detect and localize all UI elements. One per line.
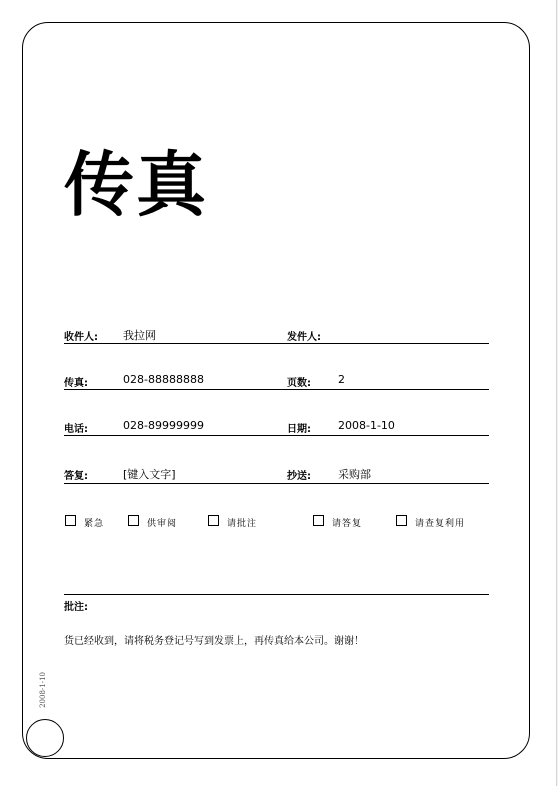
recipient-value[interactable]: 我拉网 — [123, 329, 156, 342]
reply-label: 答复: — [64, 471, 88, 482]
notes-text[interactable]: 货已经收到，请将税务登记号写到发票上，再传真给本公司。谢谢！ — [64, 636, 364, 647]
sender-label: 发件人: — [287, 332, 321, 343]
cc-label: 抄送: — [287, 471, 311, 482]
phone-label: 电话: — [64, 424, 88, 435]
page-border-frame — [22, 22, 530, 759]
reply-value[interactable]: [键入文字] — [123, 468, 176, 481]
phone-value[interactable]: 028-89999999 — [123, 419, 204, 432]
fax-row-underline — [64, 389, 489, 390]
date-value[interactable]: 2008-1-10 — [338, 419, 395, 432]
checkbox-comment-label: 请批注 — [227, 519, 258, 529]
checkbox-review[interactable] — [128, 515, 139, 526]
checkbox-review-label: 供审阅 — [147, 519, 178, 529]
checkbox-comment[interactable] — [208, 515, 219, 526]
pages-value[interactable]: 2 — [338, 373, 345, 386]
checkbox-recycle[interactable] — [396, 515, 407, 526]
cc-value[interactable]: 采购部 — [338, 468, 371, 481]
pages-label: 页数: — [287, 378, 311, 389]
reply-row-underline — [64, 483, 489, 484]
checkbox-urgent[interactable] — [65, 515, 76, 526]
checkbox-recycle-label: 请查复利用 — [415, 519, 466, 529]
notes-label: 批注: — [64, 602, 88, 613]
recipient-row-underline — [64, 343, 489, 344]
checkbox-urgent-label: 紧急 — [84, 519, 105, 529]
fax-value[interactable]: 028-88888888 — [123, 373, 204, 386]
date-label: 日期: — [287, 424, 311, 435]
corner-circle-decoration — [26, 719, 64, 757]
phone-row-underline — [64, 435, 489, 436]
fax-label: 传真: — [64, 378, 88, 389]
recipient-label: 收件人: — [64, 332, 98, 343]
page-title: 传真 — [64, 144, 208, 226]
checkbox-reply-label: 请答复 — [332, 519, 363, 529]
checkbox-reply[interactable] — [313, 515, 324, 526]
vertical-date-stamp: 2008-1-10 — [39, 672, 47, 708]
notes-top-line — [64, 594, 489, 595]
